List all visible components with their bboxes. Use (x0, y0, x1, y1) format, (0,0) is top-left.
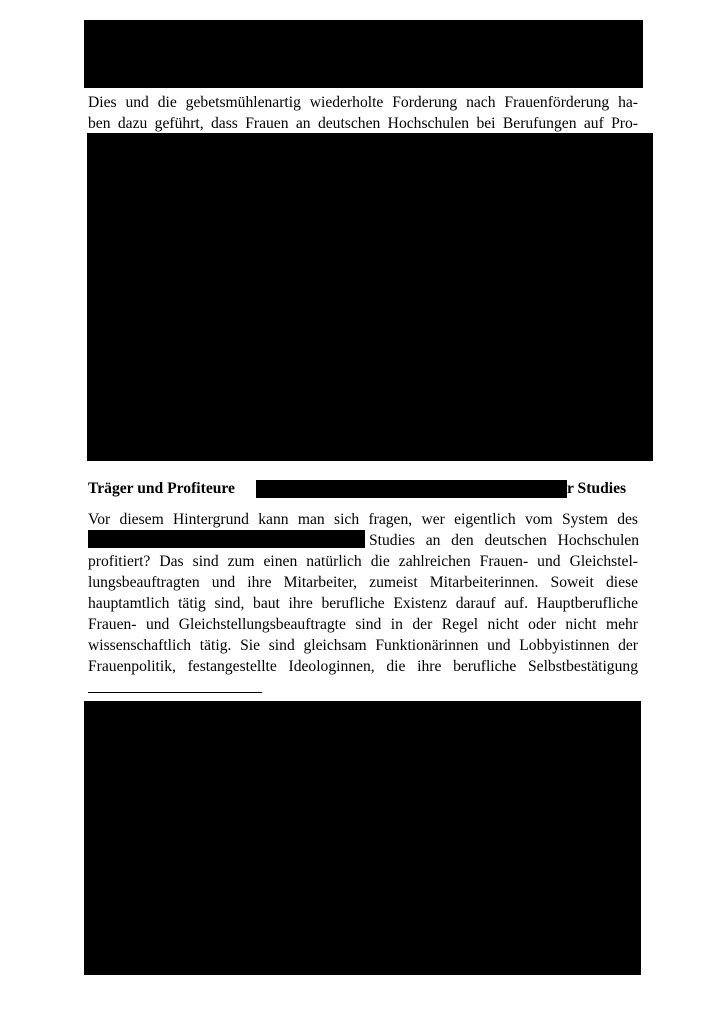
redaction-bottom (84, 701, 641, 975)
body-line-7: wissenschaftlich tätig. Sie sind gleichsam Funktionärinnen und Lobbyistinnen der (88, 637, 638, 654)
redaction-middle-top-extension (334, 133, 653, 155)
body-line-5: hauptamtlich tätig sind, baut ihre berufliche Existenz darauf auf. Hauptberufliche (88, 595, 638, 612)
body-line-6: Frauen- und Gleichstellungsbeauftragte sind in der Regel nicht oder nicht mehr (88, 616, 638, 633)
intro-line-1: Dies und die gebetsmühlenartig wiederholte Forderung nach Frauenförderung ha- (88, 94, 638, 111)
body-line-1: Vor diesem Hintergrund kann man sich fragen, wer eigentlich vom System des (88, 511, 638, 528)
body-line-8: Frauenpolitik, festangestellte Ideologinnen, die ihre berufliche Selbstbestätigung (88, 658, 638, 675)
body-line-3: profitiert? Das sind zum einen natürlich die zahlreichen Frauen- und Gleichstel- (88, 553, 638, 570)
section-heading-start: Träger und Profiteure (88, 480, 235, 497)
body-line-4: lungsbeauftragten und ihre Mitarbeiter, zumeist Mitarbeiterinnen. Soweit diese (88, 574, 638, 591)
intro-line-2: ben dazu geführt, dass Frauen an deutschen Hochschulen bei Berufungen auf Pro- (88, 115, 638, 132)
redaction-heading (256, 480, 567, 498)
body-line-2-tail: Studies an den deutschen Hochschulen (369, 532, 639, 549)
redaction-middle (87, 133, 653, 461)
redaction-top (84, 20, 643, 88)
section-heading-end: r Studies (567, 480, 627, 497)
redaction-body-inline (88, 530, 365, 548)
footnote-separator (88, 692, 262, 693)
